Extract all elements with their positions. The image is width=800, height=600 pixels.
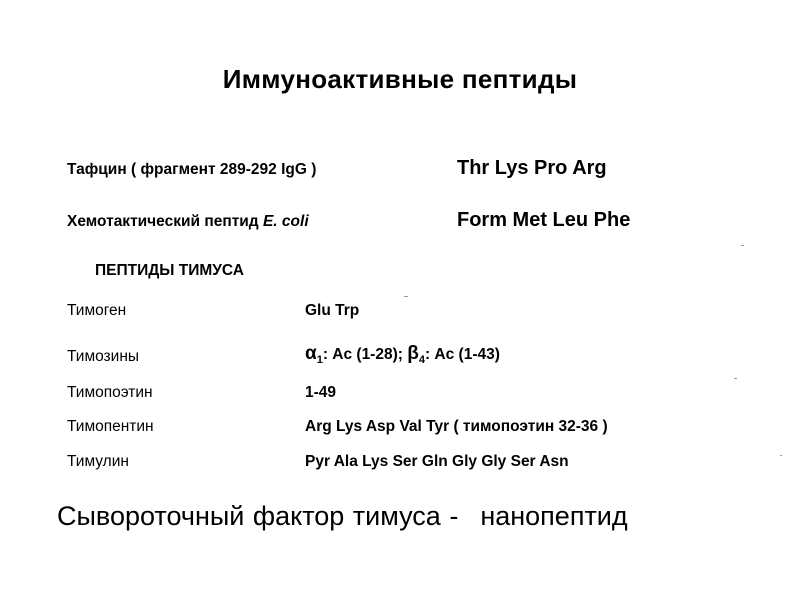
scan-speck: [741, 245, 744, 246]
thymosins-name: Тимозины: [67, 348, 140, 365]
thymopentin-name: Тимопентин: [67, 418, 154, 435]
thymulin-sequence: Pyr Ala Lys Ser Gln Gly Gly Ser Asn: [305, 453, 569, 470]
beta-subscript: 4: [418, 354, 425, 367]
thymus-peptides-heading: ПЕПТИДЫ ТИМУСА: [95, 262, 244, 279]
thymopoietin-sequence: 1-49: [305, 384, 337, 401]
thymogen-name: Тимоген: [67, 302, 127, 319]
page-title: Иммуноактивные пептиды: [222, 64, 578, 94]
serum-thymic-factor-note: [57, 501, 628, 532]
thymopoietin-name: Тимопоэтин: [67, 384, 153, 401]
thymulin-name: Тимулин: [67, 453, 129, 470]
tuftsin-name: Тафцин ( фрагмент 289-292 IgG ): [67, 161, 317, 178]
beta-value: : Ac (1-43): [424, 346, 500, 363]
scan-speck: [404, 296, 408, 297]
alpha-symbol: α: [305, 343, 317, 364]
scan-speck: [734, 378, 737, 379]
organism-name: E. coli: [262, 213, 309, 230]
chemotactic-peptide-label: Хемотактический пептид: [67, 213, 259, 230]
alpha-value: : Ac (1-28);: [322, 346, 408, 363]
beta-symbol: β: [407, 343, 419, 364]
chemotactic-peptide-name: [67, 213, 309, 231]
alpha-subscript: 1: [316, 354, 323, 367]
footer-value: нанопептид: [480, 501, 628, 531]
thymopentin-sequence: Arg Lys Asp Val Tyr ( тимопоэтин 32-36 ): [305, 418, 608, 435]
footer-label: Сывороточный фактор тимуса -: [57, 501, 459, 531]
thymogen-sequence: Glu Trp: [305, 302, 360, 319]
chemotactic-peptide-sequence: Form Met Leu Phe: [457, 209, 631, 231]
thymosins-sequence: [305, 343, 500, 366]
scan-speck: [780, 455, 782, 456]
tuftsin-sequence: Thr Lys Pro Arg: [457, 157, 607, 179]
